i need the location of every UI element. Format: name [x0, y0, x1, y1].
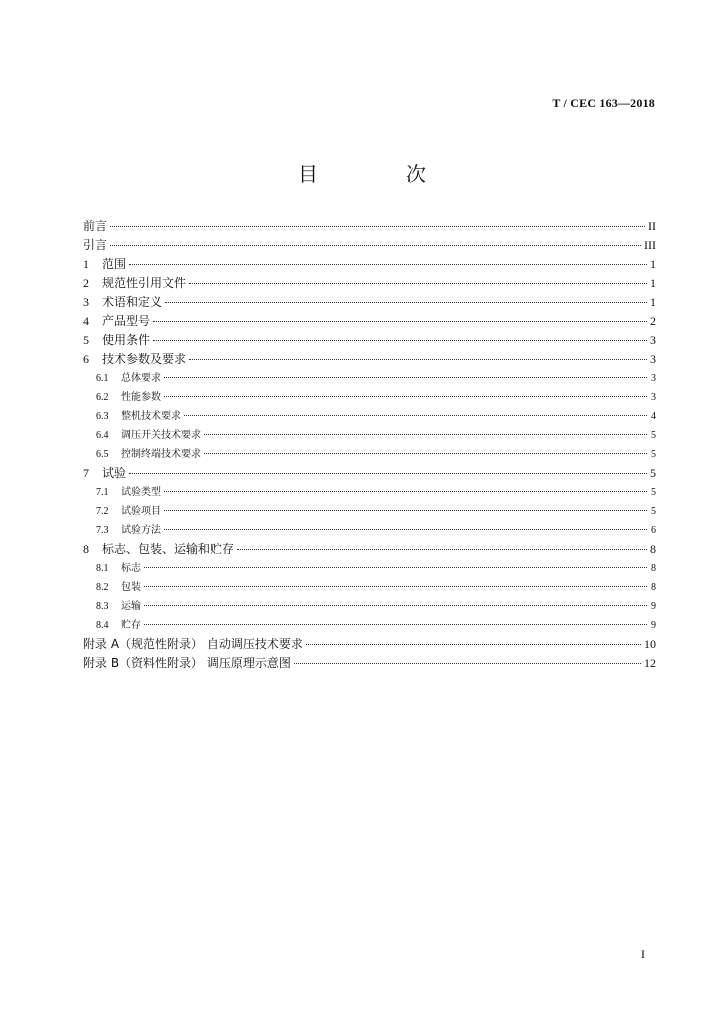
toc-entry-number: 1: [83, 257, 89, 271]
toc-leader-dots: [144, 586, 647, 587]
toc-leader-dots: [164, 510, 647, 511]
toc-leader-dots: [164, 529, 647, 530]
page-number: I: [641, 947, 645, 961]
toc-entry-page: 3: [651, 373, 656, 384]
toc-entry-number: 8: [83, 542, 89, 556]
document-code: T / CEC 163—2018: [552, 96, 655, 110]
toc-entry-title: 总体要求: [121, 373, 161, 384]
toc-entry-page: 8: [651, 582, 656, 593]
toc-entry-title: 标志: [121, 563, 141, 574]
toc-leader-dots: [237, 549, 647, 550]
toc-entry-title: 性能参数: [121, 392, 161, 403]
toc-entry-title: 标志、包装、运输和贮存: [102, 542, 235, 556]
toc-entry-number: 6.1: [96, 373, 109, 384]
toc-entry-page: 8: [651, 563, 656, 574]
toc-entry-page: 1: [650, 276, 656, 290]
toc-entry-number: 6.2: [96, 392, 109, 403]
toc-entry-title: 规范性引用文件: [102, 276, 187, 290]
toc-entry-page: 10: [644, 637, 656, 651]
toc-leader-dots: [204, 453, 647, 454]
toc-leader-dots: [294, 663, 641, 664]
toc-entry[interactable]: [83, 559, 656, 578]
toc-entry-page: III: [644, 238, 656, 252]
toc-leader-dots: [189, 283, 647, 284]
toc-entry-title: 试验类型: [121, 487, 161, 498]
toc-entry-title: 贮存: [121, 620, 141, 631]
toc-entry-title: 运输: [121, 601, 141, 612]
toc-entry[interactable]: [83, 312, 656, 331]
toc-entry-number: 7: [83, 466, 89, 480]
toc-entry[interactable]: [83, 255, 656, 274]
toc-entry-page: 4: [651, 411, 656, 422]
toc-entry-title: 试验: [102, 466, 127, 480]
toc-leader-dots: [153, 321, 647, 322]
toc-entry[interactable]: [83, 445, 656, 464]
toc-leader-dots: [110, 226, 645, 227]
toc-entry[interactable]: [83, 407, 656, 426]
toc-entry-page: 2: [650, 314, 656, 328]
toc-entry-title: 附录 B（资料性附录） 调压原理示意图: [83, 656, 291, 670]
toc-entry[interactable]: [83, 578, 656, 597]
toc-entry-number: 8.1: [96, 563, 109, 574]
toc-entry[interactable]: [83, 369, 656, 388]
toc-entry-title: 包装: [121, 582, 141, 593]
toc-entry-title: 技术参数及要求: [102, 352, 187, 366]
toc-entry-page: 5: [651, 506, 656, 517]
toc-entry-title: 控制终端技术要求: [121, 449, 201, 460]
toc-entry-title: 试验方法: [121, 525, 161, 536]
toc-entry-page: 5: [651, 487, 656, 498]
toc-leader-dots: [164, 396, 647, 397]
toc-entry-title: 引言: [83, 238, 108, 252]
toc-entry[interactable]: [83, 274, 656, 293]
toc-entry[interactable]: [83, 521, 656, 540]
toc-entry-page: 1: [650, 257, 656, 271]
toc-entry-title: 产品型号: [102, 314, 151, 328]
toc-entry-number: 6.5: [96, 449, 109, 460]
toc-leader-dots: [144, 624, 647, 625]
toc-entry-number: 6.3: [96, 411, 109, 422]
toc-entry-page: 5: [650, 466, 656, 480]
toc-entry-number: 6: [83, 352, 89, 366]
toc-entry-title: 使用条件: [102, 333, 151, 347]
toc-entry-number: 8.2: [96, 582, 109, 593]
toc-entry[interactable]: [83, 426, 656, 445]
toc-entry-page: 5: [651, 430, 656, 441]
toc-leader-dots: [144, 567, 647, 568]
toc-entry-number: 2: [83, 276, 89, 290]
toc-entry[interactable]: [83, 293, 656, 312]
toc-entry[interactable]: [83, 464, 656, 483]
toc-leader-dots: [189, 359, 647, 360]
toc-leader-dots: [110, 245, 641, 246]
toc-leader-dots: [164, 491, 647, 492]
toc-entry[interactable]: [83, 597, 656, 616]
toc-entry-number: 4: [83, 314, 89, 328]
toc-entry[interactable]: [83, 331, 656, 350]
toc-entry[interactable]: [83, 236, 656, 255]
toc-entry[interactable]: [83, 217, 656, 236]
toc-entry[interactable]: [83, 654, 656, 673]
toc-leader-dots: [144, 605, 647, 606]
toc-entry-page: 9: [651, 601, 656, 612]
toc-entry-page: 5: [651, 449, 656, 460]
toc-entry-number: 6.4: [96, 430, 109, 441]
toc-entry-title: 附录 A（规范性附录） 自动调压技术要求: [83, 637, 303, 651]
toc-leader-dots: [306, 644, 641, 645]
toc-entry-title: 范围: [102, 257, 127, 271]
toc-entry-page: 3: [650, 333, 656, 347]
toc-entry-title: 试验项目: [121, 506, 161, 517]
toc-entry-number: 5: [83, 333, 89, 347]
toc-entry-number: 7.3: [96, 525, 109, 536]
toc-entry-number: 8.3: [96, 601, 109, 612]
toc-entry-page: 3: [650, 352, 656, 366]
toc-entry[interactable]: [83, 350, 656, 369]
toc-entry[interactable]: [83, 635, 656, 654]
toc-entry-page: 8: [650, 542, 656, 556]
toc-leader-dots: [129, 473, 647, 474]
toc-entry[interactable]: [83, 540, 656, 559]
toc-entry[interactable]: [83, 483, 656, 502]
toc-entry-number: 7.1: [96, 487, 109, 498]
toc-entry-page: 6: [651, 525, 656, 536]
toc-title: 目 次: [298, 162, 460, 186]
toc-leader-dots: [204, 434, 647, 435]
toc-entry-title: 前言: [83, 219, 108, 233]
toc-leader-dots: [165, 302, 647, 303]
toc-entry[interactable]: [83, 388, 656, 407]
toc-entry-page: II: [648, 219, 656, 233]
toc-entry-number: 3: [83, 295, 89, 309]
toc-entry-title: 调压开关技术要求: [121, 430, 201, 441]
toc-leader-dots: [164, 377, 647, 378]
toc-leader-dots: [153, 340, 647, 341]
toc-entry-number: 8.4: [96, 620, 109, 631]
toc-entry-page: 12: [644, 656, 656, 670]
toc-entry-page: 9: [651, 620, 656, 631]
toc-entry[interactable]: [83, 616, 656, 635]
toc-entry-page: 1: [650, 295, 656, 309]
toc-entry-number: 7.2: [96, 506, 109, 517]
toc-entry-page: 3: [651, 392, 656, 403]
toc-leader-dots: [129, 264, 647, 265]
toc-entry-title: 术语和定义: [102, 295, 163, 309]
table-of-contents: [83, 217, 656, 673]
toc-leader-dots: [184, 415, 647, 416]
toc-entry-title: 整机技术要求: [121, 411, 181, 422]
toc-entry[interactable]: [83, 502, 656, 521]
